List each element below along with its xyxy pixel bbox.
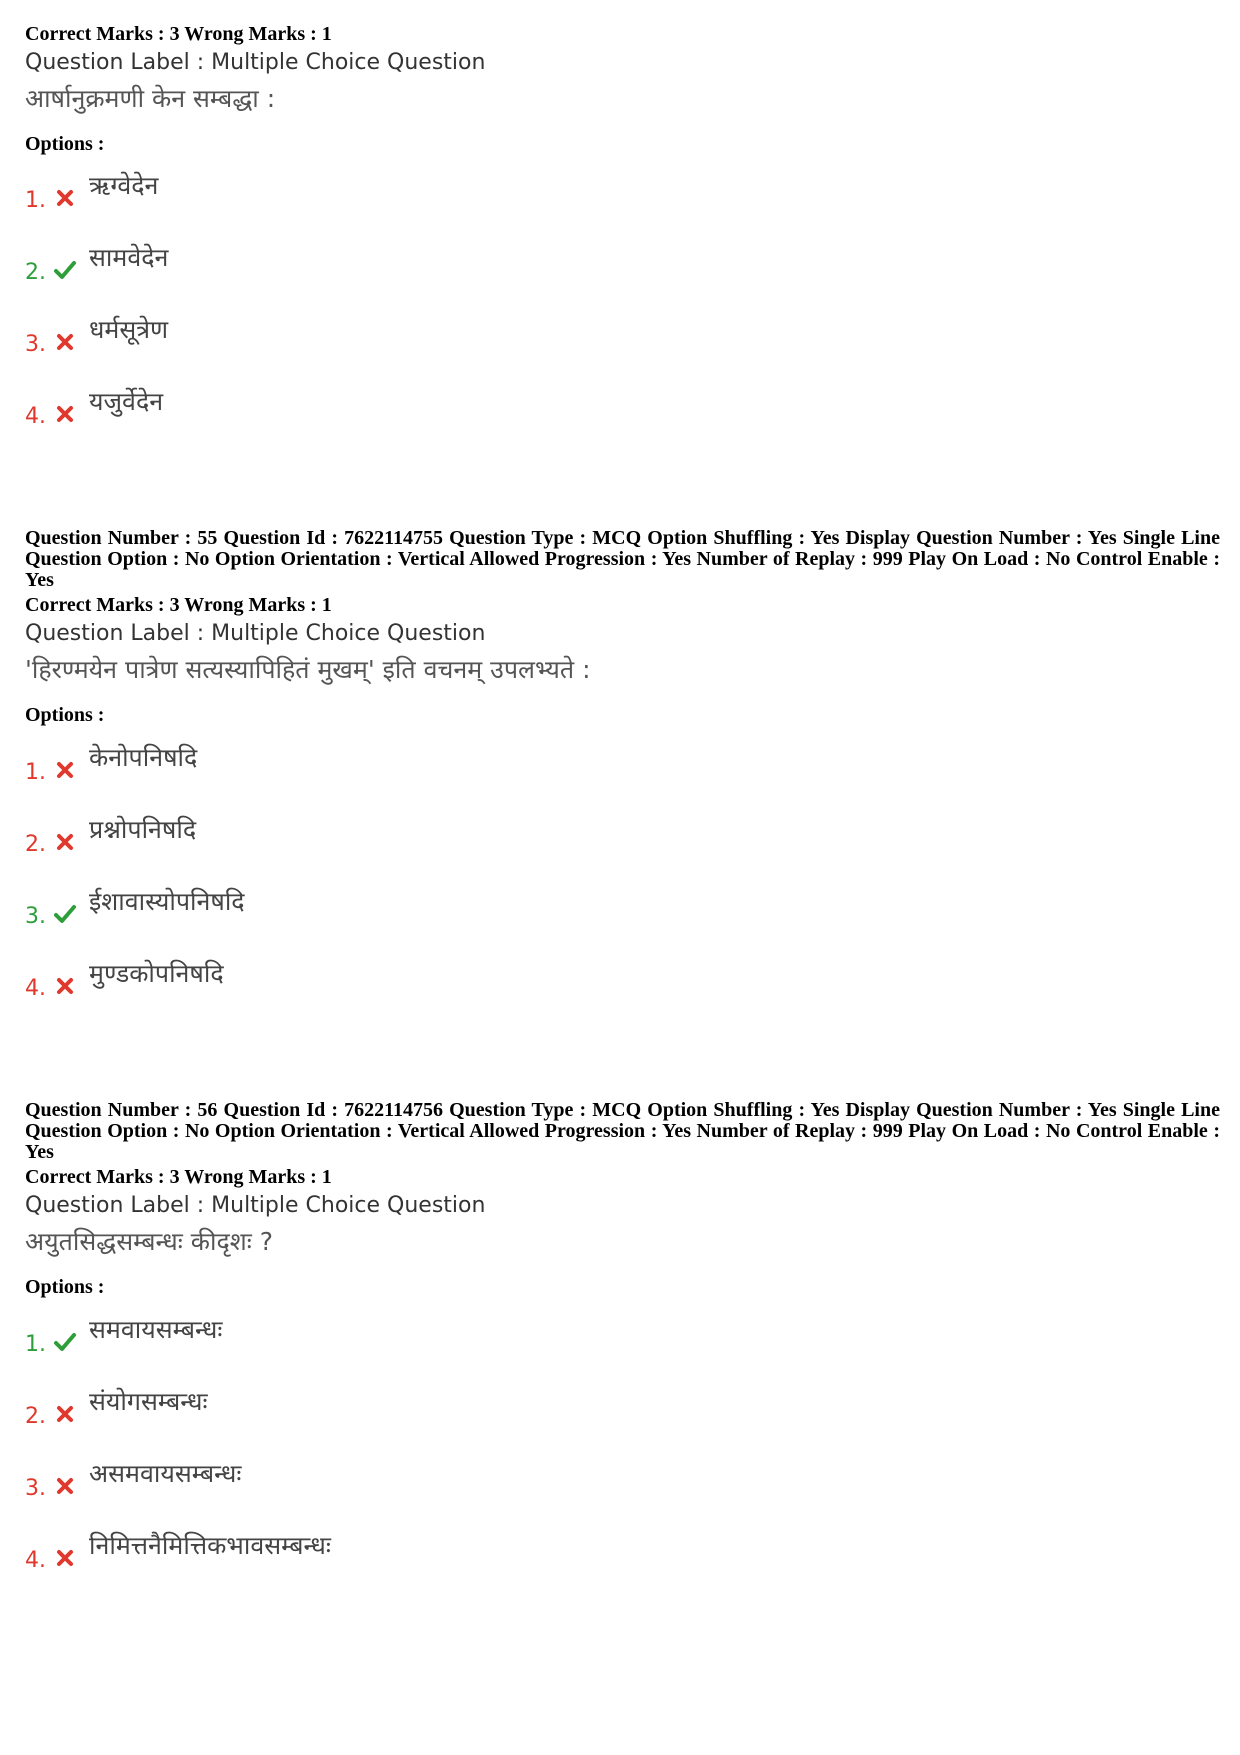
question-block-1 <box>25 22 1220 156</box>
option-number: 1. <box>25 760 46 785</box>
options-heading: Options : <box>25 1276 105 1298</box>
check-icon <box>53 1330 77 1354</box>
option-number: 2. <box>25 832 46 857</box>
options-list <box>25 166 625 466</box>
option-item[interactable] <box>25 954 625 1014</box>
option-text: ऋग्वेदेन <box>89 171 159 200</box>
question-block-56 <box>25 1100 1220 1299</box>
option-text: ईशावास्योपनिषदि <box>89 887 245 916</box>
option-text: सामवेदेन <box>89 243 169 272</box>
option-text: यजुर्वेदेन <box>89 387 164 416</box>
option-number: 3. <box>25 1476 46 1501</box>
cross-icon <box>53 186 77 210</box>
option-text: असमवायसम्बन्धः <box>89 1459 242 1488</box>
question-label: Question Label : Multiple Choice Question <box>25 50 486 75</box>
question-label: Question Label : Multiple Choice Question <box>25 621 486 646</box>
option-item[interactable] <box>25 1526 625 1586</box>
option-item[interactable] <box>25 738 625 798</box>
option-number: 3. <box>25 332 46 357</box>
cross-icon <box>53 1546 77 1570</box>
option-number: 4. <box>25 404 46 429</box>
options-list <box>25 738 625 1038</box>
option-item[interactable] <box>25 1382 625 1442</box>
option-text: निमित्तनैमित्तिकभावसम्बन्धः <box>89 1531 331 1560</box>
cross-icon <box>53 758 77 782</box>
option-number: 1. <box>25 1332 46 1357</box>
options-list <box>25 1310 625 1610</box>
option-number: 4. <box>25 976 46 1001</box>
cross-icon <box>53 974 77 998</box>
option-number: 1. <box>25 188 46 213</box>
question-label: Question Label : Multiple Choice Question <box>25 1193 486 1218</box>
option-item[interactable] <box>25 1310 625 1370</box>
option-text: समवायसम्बन्धः <box>89 1315 223 1344</box>
marks-line: Correct Marks : 3 Wrong Marks : 1 <box>25 594 332 616</box>
marks-line: Correct Marks : 3 Wrong Marks : 1 <box>25 23 332 45</box>
check-icon <box>53 258 77 282</box>
options-heading: Options : <box>25 133 105 155</box>
question-meta: Question Number : 56 Question Id : 7622114756 Question Type : MCQ Option Shuffling : Yes Display Question Number : Yes Single Line Question Option : No Option Orientation : Vertical Allowed Progression : Yes Number of Replay : 999 Play On Load : No Control Enable : Yes <box>25 1099 1220 1163</box>
option-text: धर्मसूत्रेण <box>89 315 169 344</box>
cross-icon <box>53 402 77 426</box>
option-text: संयोगसम्बन्धः <box>89 1387 208 1416</box>
question-text: अयुतसिद्धसम्बन्धः कीदृशः ? <box>25 1227 274 1256</box>
option-item[interactable] <box>25 238 625 298</box>
option-item[interactable] <box>25 1454 625 1514</box>
option-item[interactable] <box>25 382 625 442</box>
question-text: 'हिरण्मयेन पात्रेण सत्यस्यापिहितं मुखम्' इति वचनम् उपलभ्यते : <box>25 655 591 684</box>
cross-icon <box>53 1402 77 1426</box>
option-number: 3. <box>25 904 46 929</box>
option-item[interactable] <box>25 882 625 942</box>
question-block-55 <box>25 528 1220 727</box>
cross-icon <box>53 1474 77 1498</box>
option-text: केनोपनिषदि <box>89 743 198 772</box>
question-text: आर्षानुक्रमणी केन सम्बद्धा : <box>25 84 276 113</box>
options-heading: Options : <box>25 704 105 726</box>
option-item[interactable] <box>25 310 625 370</box>
option-number: 2. <box>25 260 46 285</box>
question-meta: Question Number : 55 Question Id : 7622114755 Question Type : MCQ Option Shuffling : Yes Display Question Number : Yes Single Line Question Option : No Option Orientation : Vertical Allowed Progression : Yes Number of Replay : 999 Play On Load : No Control Enable : Yes <box>25 527 1220 591</box>
check-icon <box>53 902 77 926</box>
option-item[interactable] <box>25 810 625 870</box>
option-number: 2. <box>25 1404 46 1429</box>
marks-line: Correct Marks : 3 Wrong Marks : 1 <box>25 1166 332 1188</box>
option-number: 4. <box>25 1548 46 1573</box>
option-text: मुण्डकोपनिषदि <box>89 959 224 988</box>
option-text: प्रश्नोपनिषदि <box>89 815 197 844</box>
option-item[interactable] <box>25 166 625 226</box>
cross-icon <box>53 830 77 854</box>
cross-icon <box>53 330 77 354</box>
